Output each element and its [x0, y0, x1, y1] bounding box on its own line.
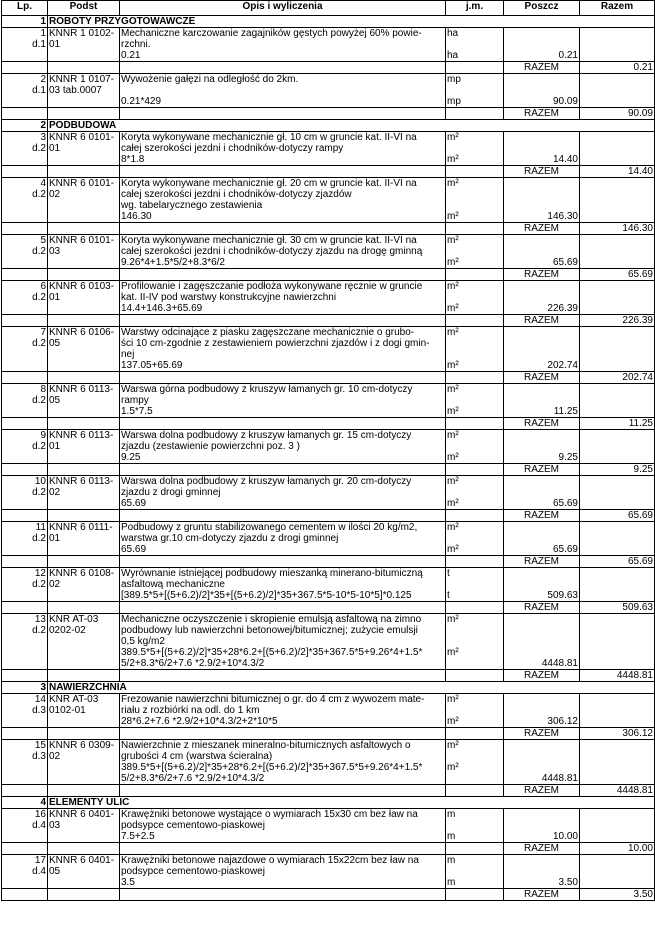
header-razem: Razem: [580, 1, 655, 16]
sum-total: 509.63: [580, 602, 655, 614]
sum-jm-empty: [446, 372, 504, 384]
sum-label: RAZEM: [504, 602, 580, 614]
item-unit: ha ha: [446, 28, 504, 62]
sum-podst-empty: [48, 785, 120, 797]
sum-label: RAZEM: [504, 728, 580, 740]
section-title: PODBUDOWA: [48, 120, 655, 132]
sum-opis-empty: [120, 62, 446, 74]
item-unit: m² m²: [446, 614, 504, 670]
sum-total: 65.69: [580, 510, 655, 522]
sum-opis-empty: [120, 785, 446, 797]
sum-podst-empty: [48, 670, 120, 682]
item-lp: 4 d.2: [2, 178, 48, 223]
header-opis: Opis i wyliczenia: [120, 1, 446, 16]
sum-jm-empty: [446, 510, 504, 522]
sum-jm-empty: [446, 464, 504, 476]
item-description: Wywożenie gałęzi na odległość do 2km. 0.21*429: [120, 74, 446, 108]
sum-total: 10.00: [580, 843, 655, 855]
item-total-empty: [580, 28, 655, 62]
sum-podst-empty: [48, 62, 120, 74]
item-description: Profilowanie i zagęszczanie podłoża wykonywane ręcznie w gruncie kat. II-IV pod warstwy konstrukcyjne nawierzchni 14.4+146.3+65.69: [120, 281, 446, 315]
section-row: [2, 797, 655, 809]
item-unit: t t: [446, 568, 504, 602]
sum-row: [2, 510, 655, 522]
table-row: [2, 568, 655, 602]
sum-lp-empty: [2, 602, 48, 614]
header-row: [2, 1, 655, 16]
sum-podst-empty: [48, 464, 120, 476]
sum-row: [2, 556, 655, 568]
table-row: [2, 327, 655, 372]
item-unit: m² m²: [446, 178, 504, 223]
table-row: [2, 694, 655, 728]
sum-opis-empty: [120, 269, 446, 281]
item-description: Krawężniki betonowe najazdowe o wymiarach 15x22cm bez ław na podsypce cementowo-piaskowej 3.5: [120, 855, 446, 889]
sum-row: [2, 602, 655, 614]
item-lp: 10 d.2: [2, 476, 48, 510]
section-title: NAWIERZCHNIA: [48, 682, 655, 694]
item-podst: KNNR 6 0113- 02: [48, 476, 120, 510]
item-description: Warstwy odcinające z piasku zagęszczane mechanicznie o grubo- ści 10 cm-zgodnie z zestawieniem powierzchni zjazdów i z dogi gmin- nej 137.05+65.69: [120, 327, 446, 372]
item-total-empty: [580, 384, 655, 418]
sum-jm-empty: [446, 556, 504, 568]
sum-total: 0.21: [580, 62, 655, 74]
item-podst: KNNR 6 0113- 05: [48, 384, 120, 418]
sum-total: 14.40: [580, 166, 655, 178]
sum-row: [2, 785, 655, 797]
sum-label: RAZEM: [504, 510, 580, 522]
item-podst: KNNR 6 0106- 05: [48, 327, 120, 372]
item-podst: KNNR 6 0108- 02: [48, 568, 120, 602]
item-description: Mechaniczne oczyszczenie i skropienie emulsją asfaltową na zimno podbudowy lub nawierzchni betonowej/bitumicznej; zużycie emulsji 0,5 kg/m2 389.5*5+[(5+6.2)/2]*35+28*6.2+[(5+6.2)/2]*35+367.5*5+9.26*4+1.5* 5/2+8.3*6/2+7.6 *2.9/2+10*4.3/2: [120, 614, 446, 670]
header-jm: j.m.: [446, 1, 504, 16]
sum-row: [2, 372, 655, 384]
section-row: [2, 682, 655, 694]
sum-podst-empty: [48, 315, 120, 327]
sum-row: [2, 166, 655, 178]
sum-lp-empty: [2, 372, 48, 384]
sum-podst-empty: [48, 510, 120, 522]
table-row: [2, 522, 655, 556]
item-quantity: 11.25: [504, 384, 580, 418]
sum-jm-empty: [446, 315, 504, 327]
item-quantity: 65.69: [504, 476, 580, 510]
sum-total: 306.12: [580, 728, 655, 740]
item-unit: m m: [446, 809, 504, 843]
item-unit: m² m²: [446, 327, 504, 372]
sum-jm-empty: [446, 62, 504, 74]
table-row: [2, 384, 655, 418]
sum-total: 90.09: [580, 108, 655, 120]
sum-opis-empty: [120, 418, 446, 430]
sum-lp-empty: [2, 843, 48, 855]
item-total-empty: [580, 740, 655, 785]
sum-podst-empty: [48, 166, 120, 178]
item-total-empty: [580, 522, 655, 556]
item-unit: m² m²: [446, 281, 504, 315]
section-number: 3: [2, 682, 48, 694]
sum-jm-empty: [446, 418, 504, 430]
sum-jm-empty: [446, 269, 504, 281]
table-row: [2, 430, 655, 464]
header-lp: Lp.: [2, 1, 48, 16]
sum-opis-empty: [120, 843, 446, 855]
sum-jm-empty: [446, 108, 504, 120]
item-lp: 11 d.2: [2, 522, 48, 556]
item-total-empty: [580, 694, 655, 728]
item-podst: KNR AT-03 0202-02: [48, 614, 120, 670]
item-quantity: 3.50: [504, 855, 580, 889]
section-title: ROBOTY PRZYGOTOWAWCZE: [48, 16, 655, 28]
sum-label: RAZEM: [504, 62, 580, 74]
item-quantity: 65.69: [504, 522, 580, 556]
sum-total: 3.50: [580, 889, 655, 901]
sum-row: [2, 418, 655, 430]
sum-lp-empty: [2, 670, 48, 682]
sum-label: RAZEM: [504, 843, 580, 855]
sum-podst-empty: [48, 843, 120, 855]
sum-total: 11.25: [580, 418, 655, 430]
sum-podst-empty: [48, 269, 120, 281]
item-unit: m² m²: [446, 694, 504, 728]
item-quantity: 306.12: [504, 694, 580, 728]
sum-jm-empty: [446, 223, 504, 235]
sum-podst-empty: [48, 556, 120, 568]
sum-podst-empty: [48, 889, 120, 901]
item-quantity: 65.69: [504, 235, 580, 269]
item-description: Koryta wykonywane mechanicznie gł. 10 cm w gruncie kat. II-VI na całej szerokości jezdni i chodników-dotyczy rampy 8*1.8: [120, 132, 446, 166]
item-lp: 17 d.4: [2, 855, 48, 889]
item-total-empty: [580, 430, 655, 464]
sum-lp-empty: [2, 166, 48, 178]
sum-row: [2, 315, 655, 327]
sum-jm-empty: [446, 728, 504, 740]
item-description: Nawierzchnie z mieszanek mineralno-bitumicznych asfaltowych o grubości 4 cm (warstwa ścieralna) 389.5*5+[(5+6.2)/2]*35+28*6.2+[(5+6.2)/2]*35+367.5*5+9.26*4+1.5* 5/2+8.3*6/2+7.6 *2.9/2+10*4.3/2: [120, 740, 446, 785]
sum-podst-empty: [48, 602, 120, 614]
sum-lp-empty: [2, 785, 48, 797]
sum-lp-empty: [2, 315, 48, 327]
sum-label: RAZEM: [504, 418, 580, 430]
header-poszcz: Poszcz: [504, 1, 580, 16]
sum-label: RAZEM: [504, 372, 580, 384]
section-number: 1: [2, 16, 48, 28]
sum-label: RAZEM: [504, 223, 580, 235]
item-lp: 14 d.3: [2, 694, 48, 728]
item-podst: KNNR 6 0103- 01: [48, 281, 120, 315]
sum-row: [2, 728, 655, 740]
sum-lp-empty: [2, 418, 48, 430]
sum-row: [2, 223, 655, 235]
sum-label: RAZEM: [504, 464, 580, 476]
sum-jm-empty: [446, 166, 504, 178]
item-description: Krawężniki betonowe wystające o wymiarach 15x30 cm bez ław na podsypce cementowo-piaskowej 7.5+2.5: [120, 809, 446, 843]
item-total-empty: [580, 855, 655, 889]
sum-row: [2, 269, 655, 281]
sum-podst-empty: [48, 372, 120, 384]
item-podst: KNNR 6 0101- 02: [48, 178, 120, 223]
sum-label: RAZEM: [504, 889, 580, 901]
item-podst: KNNR 6 0113- 01: [48, 430, 120, 464]
sum-jm-empty: [446, 889, 504, 901]
table-row: [2, 476, 655, 510]
item-podst: KNR AT-03 0102-01: [48, 694, 120, 728]
item-lp: 1 d.1: [2, 28, 48, 62]
item-description: Warswa dolna podbudowy z kruszyw łamanych gr. 20 cm-dotyczy zjazdu z drogi gminnej 65.69: [120, 476, 446, 510]
sum-lp-empty: [2, 269, 48, 281]
item-podst: KNNR 1 0102- 01: [48, 28, 120, 62]
item-total-empty: [580, 235, 655, 269]
sum-row: [2, 62, 655, 74]
sum-jm-empty: [446, 602, 504, 614]
item-description: Warswa górna podbudowy z kruszyw łamanych gr. 10 cm-dotyczy rampy 1.5*7.5: [120, 384, 446, 418]
sum-label: RAZEM: [504, 166, 580, 178]
item-podst: KNNR 6 0309- 02: [48, 740, 120, 785]
cost-estimate-table: [1, 0, 655, 901]
item-unit: m² m²: [446, 384, 504, 418]
item-quantity: 4448.81: [504, 740, 580, 785]
item-unit: m² m²: [446, 430, 504, 464]
item-lp: 13 d.2: [2, 614, 48, 670]
item-unit: mp mp: [446, 74, 504, 108]
sum-total: 4448.81: [580, 670, 655, 682]
item-total-empty: [580, 74, 655, 108]
sum-opis-empty: [120, 166, 446, 178]
sum-opis-empty: [120, 108, 446, 120]
item-quantity: 146.30: [504, 178, 580, 223]
item-total-empty: [580, 132, 655, 166]
item-unit: m² m²: [446, 522, 504, 556]
item-unit: m² m²: [446, 235, 504, 269]
sum-opis-empty: [120, 670, 446, 682]
sum-total: 65.69: [580, 556, 655, 568]
sum-label: RAZEM: [504, 785, 580, 797]
item-lp: 9 d.2: [2, 430, 48, 464]
sum-opis-empty: [120, 556, 446, 568]
sum-total: 9.25: [580, 464, 655, 476]
sum-total: 202.74: [580, 372, 655, 384]
table-row: [2, 28, 655, 62]
sum-podst-empty: [48, 223, 120, 235]
sum-total: 65.69: [580, 269, 655, 281]
item-quantity: 9.25: [504, 430, 580, 464]
item-description: Frezowanie nawierzchni bitumicznej o gr. do 4 cm z wywozem mate- riału z rozbiórki na odl. do 1 km 28*6.2+7.6 *2.9/2+10*4.3/2+2*10*5: [120, 694, 446, 728]
sum-label: RAZEM: [504, 315, 580, 327]
table-row: [2, 281, 655, 315]
table-row: [2, 132, 655, 166]
table-row: [2, 235, 655, 269]
sum-jm-empty: [446, 785, 504, 797]
table-row: [2, 614, 655, 670]
sum-total: 226.39: [580, 315, 655, 327]
item-quantity: 10.00: [504, 809, 580, 843]
sum-opis-empty: [120, 315, 446, 327]
table-row: [2, 178, 655, 223]
sum-jm-empty: [446, 843, 504, 855]
table-row: [2, 809, 655, 843]
sum-opis-empty: [120, 602, 446, 614]
item-total-empty: [580, 327, 655, 372]
item-podst: KNNR 6 0401- 03: [48, 809, 120, 843]
item-total-empty: [580, 281, 655, 315]
item-podst: KNNR 1 0107- 03 tab.0007: [48, 74, 120, 108]
sum-opis-empty: [120, 464, 446, 476]
item-total-empty: [580, 568, 655, 602]
item-podst: KNNR 6 0111- 01: [48, 522, 120, 556]
item-description: Podbudowy z gruntu stabilizowanego cementem w ilości 20 kg/m2, warstwa gr.10 cm-dotyczy zjazdu z drogi gminnej 65.69: [120, 522, 446, 556]
header-podst: Podst: [48, 1, 120, 16]
item-quantity: 14.40: [504, 132, 580, 166]
section-number: 2: [2, 120, 48, 132]
sum-podst-empty: [48, 728, 120, 740]
table-row: [2, 74, 655, 108]
sum-label: RAZEM: [504, 108, 580, 120]
sum-opis-empty: [120, 728, 446, 740]
item-total-empty: [580, 178, 655, 223]
sum-row: [2, 108, 655, 120]
sum-lp-empty: [2, 556, 48, 568]
item-lp: 2 d.1: [2, 74, 48, 108]
sum-label: RAZEM: [504, 670, 580, 682]
sum-total: 146.30: [580, 223, 655, 235]
table-row: [2, 855, 655, 889]
sum-opis-empty: [120, 889, 446, 901]
section-title: ELEMENTY ULIC: [48, 797, 655, 809]
item-quantity: 0.21: [504, 28, 580, 62]
item-quantity: 202.74: [504, 327, 580, 372]
sum-lp-empty: [2, 728, 48, 740]
table-row: [2, 740, 655, 785]
section-number: 4: [2, 797, 48, 809]
sum-row: [2, 843, 655, 855]
sum-lp-empty: [2, 62, 48, 74]
section-row: [2, 16, 655, 28]
item-lp: 3 d.2: [2, 132, 48, 166]
item-quantity: 4448.81: [504, 614, 580, 670]
item-total-empty: [580, 809, 655, 843]
item-unit: m² m²: [446, 132, 504, 166]
sum-opis-empty: [120, 510, 446, 522]
item-lp: 6 d.2: [2, 281, 48, 315]
item-podst: KNNR 6 0101- 03: [48, 235, 120, 269]
item-description: Wyrównanie istniejącej podbudowy mieszanką minerano-bitumiczną asfaltową mechaniczne [389.5*5+[(5+6.2)/2]*35+[(5+6.2)/2]*35+367.5*5-10*5-10*5]*0.125: [120, 568, 446, 602]
item-total-empty: [580, 476, 655, 510]
sum-row: [2, 464, 655, 476]
sum-opis-empty: [120, 372, 446, 384]
item-unit: m² m²: [446, 740, 504, 785]
item-quantity: 226.39: [504, 281, 580, 315]
sum-lp-empty: [2, 510, 48, 522]
sum-lp-empty: [2, 223, 48, 235]
item-quantity: 509.63: [504, 568, 580, 602]
table-body: [2, 16, 655, 901]
item-description: Warswa dolna podbudowy z kruszyw łamanych gr. 15 cm-dotyczy zjazdu (zestawienie powierzchni poz. 3 ) 9.25: [120, 430, 446, 464]
sum-lp-empty: [2, 108, 48, 120]
section-row: [2, 120, 655, 132]
item-description: Koryta wykonywane mechanicznie gł. 20 cm w gruncie kat. II-VI na całej szerokości jezdni i chodników-dotyczy zjazdów wg. tabelarycznego zestawienia 146.30: [120, 178, 446, 223]
item-unit: m² m²: [446, 476, 504, 510]
sum-label: RAZEM: [504, 269, 580, 281]
item-total-empty: [580, 614, 655, 670]
item-podst: KNNR 6 0401- 05: [48, 855, 120, 889]
sum-lp-empty: [2, 889, 48, 901]
sum-podst-empty: [48, 108, 120, 120]
sum-label: RAZEM: [504, 556, 580, 568]
sum-jm-empty: [446, 670, 504, 682]
item-podst: KNNR 6 0101- 01: [48, 132, 120, 166]
item-description: Koryta wykonywane mechanicznie gł. 30 cm w gruncie kat. II-VI na całej szerokości jezdni i chodników-dotyczy zjazdu na drogę gminną 9.26*4+1.5*5/2+8.3*6/2: [120, 235, 446, 269]
item-lp: 15 d.3: [2, 740, 48, 785]
sum-row: [2, 670, 655, 682]
item-unit: m m: [446, 855, 504, 889]
item-lp: 12 d.2: [2, 568, 48, 602]
item-lp: 8 d.2: [2, 384, 48, 418]
sum-opis-empty: [120, 223, 446, 235]
item-description: Mechaniczne karczowanie zagajników gęstych powyżej 60% powie- rzchni. 0.21: [120, 28, 446, 62]
item-lp: 5 d.2: [2, 235, 48, 269]
sum-lp-empty: [2, 464, 48, 476]
sum-row: [2, 889, 655, 901]
sum-podst-empty: [48, 418, 120, 430]
sum-total: 4448.81: [580, 785, 655, 797]
item-lp: 7 d.2: [2, 327, 48, 372]
item-quantity: 90.09: [504, 74, 580, 108]
item-lp: 16 d.4: [2, 809, 48, 843]
